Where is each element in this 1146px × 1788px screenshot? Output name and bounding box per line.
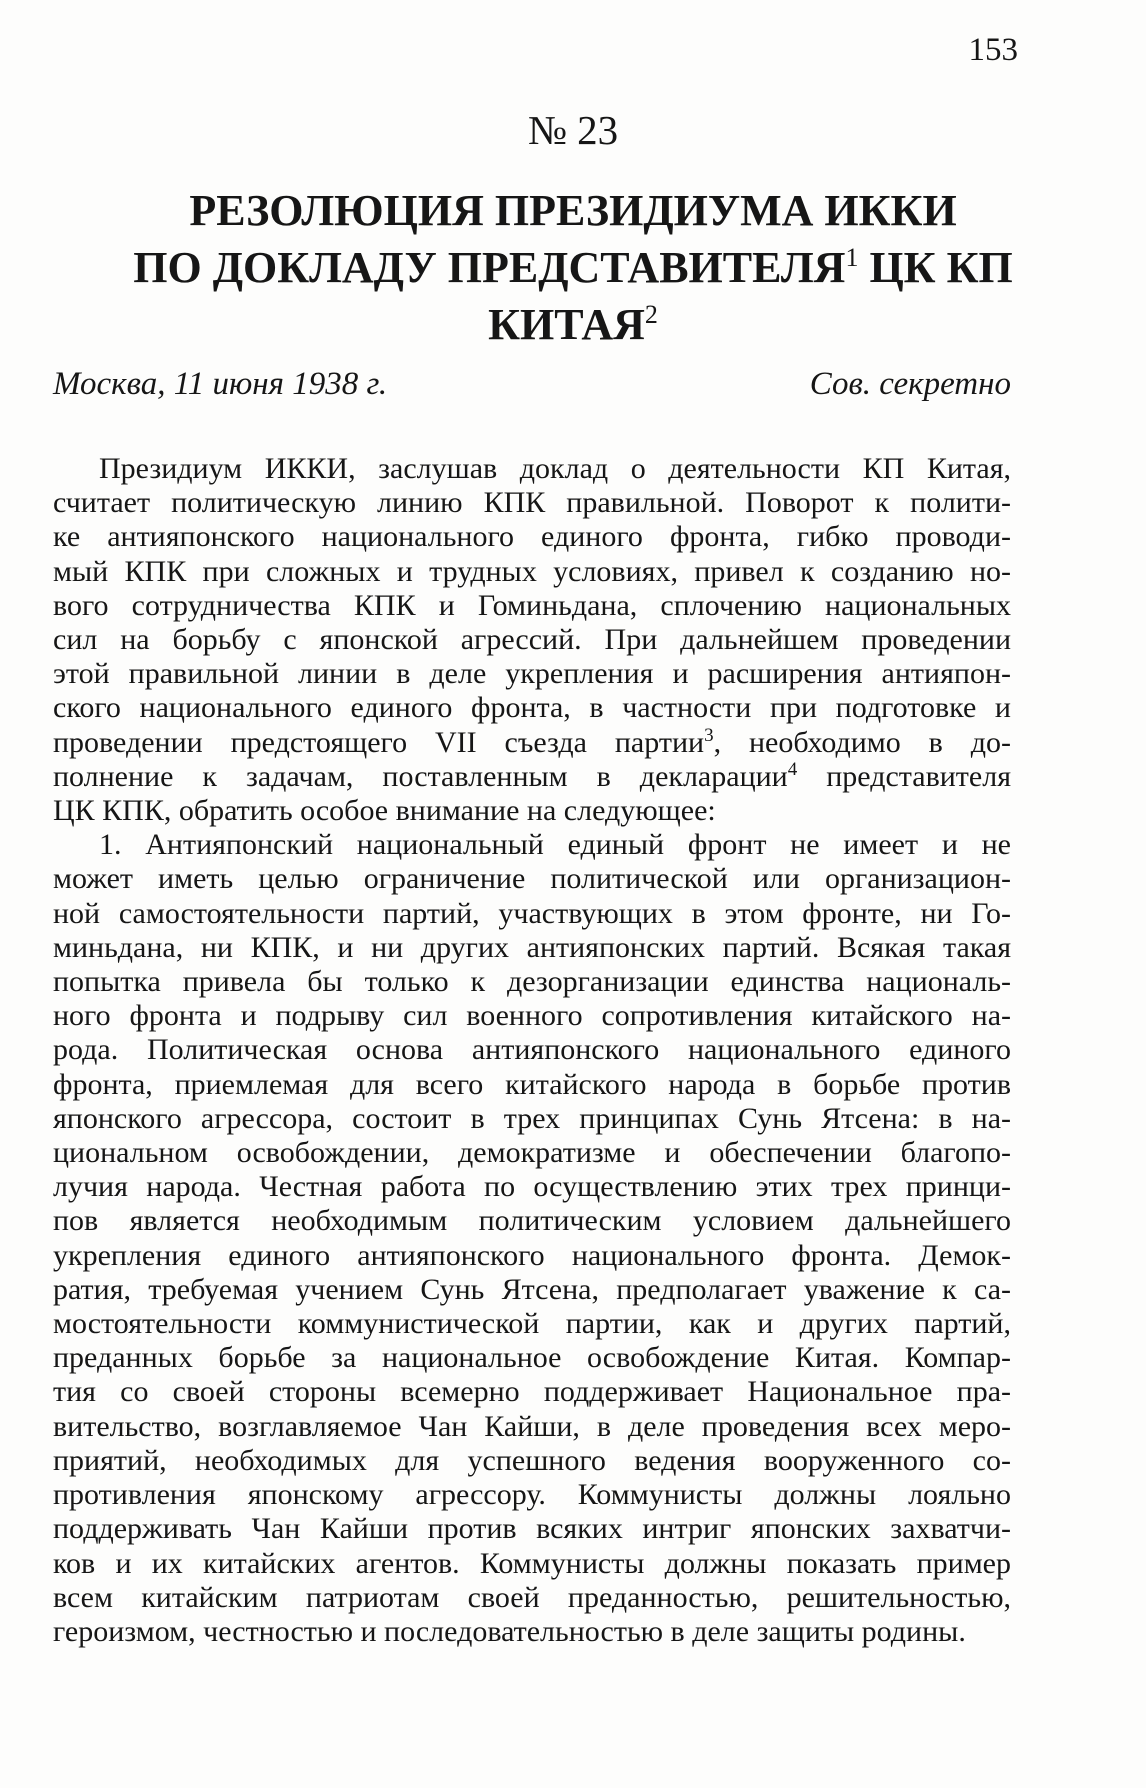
text-line: укрепления единого антияпонского национального фронта. Демок-	[53, 1238, 1011, 1272]
paragraph-intro	[53, 452, 1011, 828]
footnote-ref-2[interactable]: 2	[644, 300, 658, 329]
document-meta	[53, 364, 1011, 404]
title-line-1: РЕЗОЛЮЦИЯ ПРЕЗИДИУМА ИККИ	[189, 186, 957, 235]
text-line: мый КПК при сложных и трудных условиях, привел к созданию но-	[53, 554, 1011, 588]
text-line: поддерживать Чан Кайши против всяких интриг японских захватчи-	[53, 1512, 1011, 1546]
text-line: противления японскому агрессору. Коммунисты должны лояльно	[53, 1478, 1011, 1512]
text-line: преданных борьбе за национальное освобождение Китая. Компар-	[53, 1341, 1011, 1375]
text-line: ков и их китайских агентов. Коммунисты должны показать пример	[53, 1546, 1011, 1580]
footnote-ref-1[interactable]: 1	[845, 243, 859, 272]
text-line	[53, 760, 1011, 794]
text-line: 1. Антияпонский национальный единый фронт не имеет и не	[99, 828, 1011, 862]
text-line: ного фронта и подрыву сил военного сопротивления китайского на-	[53, 999, 1011, 1033]
text-line: ной самостоятельности партий, участвующих в этом фронте, ни Го-	[53, 896, 1011, 930]
text-line: Президиум ИККИ, заслушав доклад о деятельности КП Китая,	[99, 452, 1011, 485]
text-fragment: проведении предстоящего VII съезда партии	[53, 725, 705, 759]
paragraph-point-1	[53, 828, 1011, 1649]
text-line: попытка привела бы только к дезорганизации единства националь-	[53, 965, 1011, 999]
text-line: сил на борьбу с японской агрессий. При дальнейшем проведении	[53, 623, 1011, 657]
text-line: японского агрессора, состоит в трех принципах Сунь Ятсена: в на-	[53, 1101, 1011, 1135]
classification-mark: Сов. секретно	[809, 366, 1011, 402]
text-line: всем китайским патриотам своей преданностью, решительностью,	[53, 1580, 1011, 1614]
title-line-2	[60, 239, 1086, 296]
title-line-3	[60, 296, 1086, 353]
footnote-ref-3[interactable]: 3	[704, 724, 714, 746]
text-line: миньдана, ни КПК, и ни других антияпонских партий. Всякая такая	[53, 930, 1011, 964]
text-line: рода. Политическая основа антияпонского национального единого	[53, 1033, 1011, 1067]
title-line-3-text: КИТАЯ	[488, 300, 645, 349]
text-line: может иметь целью ограничение политической или организацион-	[53, 862, 1011, 896]
text-line: пов является необходимым политическим условием дальнейшего	[53, 1204, 1011, 1238]
document-title	[60, 182, 1086, 353]
text-line: приятий, необходимых для успешного ведения вооруженного со-	[53, 1443, 1011, 1477]
text-fragment: полнение к задачам, поставленным в декларации	[53, 759, 788, 793]
text-line: ского национального единого фронта, в частности при подготовке и	[53, 691, 1011, 725]
text-line: вого сотрудничества КПК и Гоминьдана, сплочению национальных	[53, 588, 1011, 622]
text-line: вительство, возглавляемое Чан Кайши, в деле проведения всех меро-	[53, 1409, 1011, 1443]
text-line: циональном освобождении, демократизме и обеспечении благопо-	[53, 1136, 1011, 1170]
text-line: считает политическую линию КПК правильной. Поворот к полити-	[53, 486, 1011, 520]
text-line: ратия, требуемая учением Сунь Ятсена, предполагает уважение к са-	[53, 1272, 1011, 1306]
title-line-2-text: ПО ДОКЛАДУ ПРЕДСТАВИТЕЛЯ	[133, 243, 846, 292]
text-line	[53, 726, 1011, 760]
text-line: лучия народа. Честная работа по осуществлению этих трех принци-	[53, 1170, 1011, 1204]
text-line: мостоятельности коммунистической партии, как и других партий,	[53, 1307, 1011, 1341]
text-line: тия со своей стороны всемерно поддерживает Национальное пра-	[53, 1375, 1011, 1409]
text-line: этой правильной линии в деле укрепления и расширения антияпон-	[53, 657, 1011, 691]
text-line: ЦК КПК, обратить особое внимание на следующее:	[53, 794, 716, 828]
document-body	[53, 452, 1011, 1649]
place-date: Москва, 11 июня 1938 г.	[53, 366, 388, 402]
document-number: № 23	[527, 107, 619, 153]
text-fragment: , необходимо в до-	[713, 725, 1011, 759]
title-line-2-tail: ЦК КП	[858, 243, 1013, 292]
text-line: героизмом, честностью и последовательностью в деле защиты родины.	[53, 1614, 966, 1648]
text-fragment: представителя	[797, 759, 1011, 793]
footnote-ref-4[interactable]: 4	[787, 758, 798, 780]
page-number: 153	[968, 32, 1018, 68]
text-line: фронта, приемлемая для всего китайского народа в борьбе против	[53, 1067, 1011, 1101]
text-line: ке антияпонского национального единого фронта, гибко проводи-	[53, 520, 1011, 554]
